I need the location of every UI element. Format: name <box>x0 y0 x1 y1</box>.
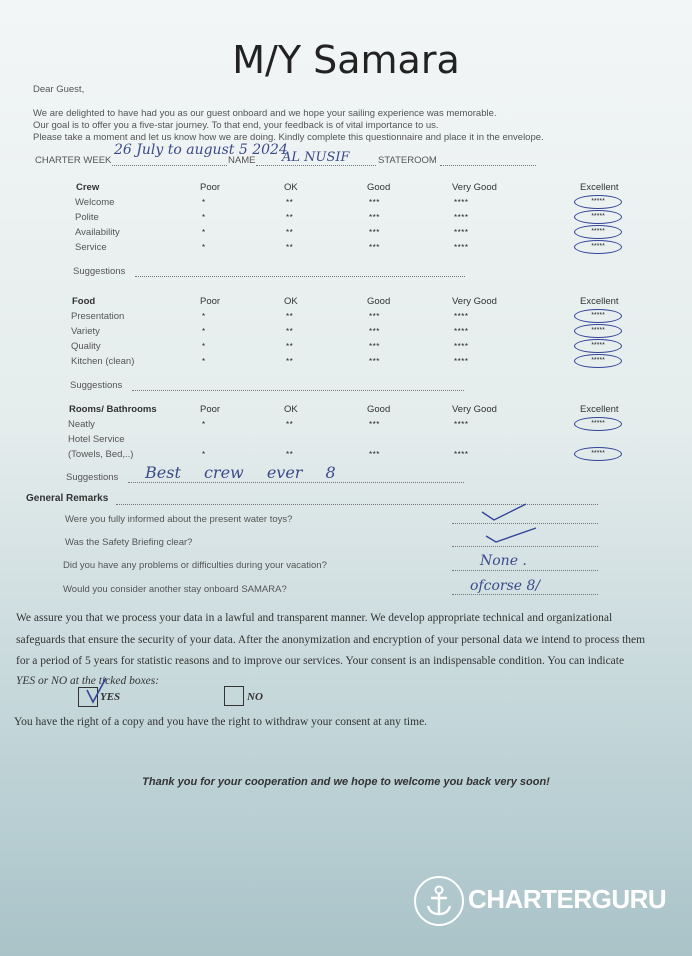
anchor-logo-icon <box>414 876 464 926</box>
food-suggestions-label: Suggestions <box>70 380 123 391</box>
rating-item-label: Neatly <box>68 419 95 430</box>
star-option[interactable]: **** <box>454 213 469 222</box>
excellent-circled[interactable]: ***** <box>574 447 622 461</box>
question-water-toys: Were you fully informed about the present water toys? <box>65 514 293 525</box>
rating-item-label: Service <box>75 242 107 253</box>
name-value[interactable]: AL NUSIF <box>282 150 350 165</box>
rating-header: OK <box>284 296 298 307</box>
star-option[interactable]: **** <box>454 342 469 351</box>
thanks-text: Thank you for your cooperation and we hope to welcome you back very soon! <box>142 776 550 788</box>
star-option[interactable]: ** <box>286 312 294 321</box>
charter-week-line <box>112 165 227 166</box>
rating-header: Poor <box>200 182 221 193</box>
star-option[interactable]: ** <box>286 357 294 366</box>
star-option[interactable]: *** <box>369 213 380 222</box>
privacy-line-3: for a period of 5 years for statistic reasons and to improve our services. Your consent is an indispensable condition. You can indicate <box>16 655 625 667</box>
rating-item-label: Hotel Service <box>68 434 125 445</box>
rating-item-label: Presentation <box>71 311 125 322</box>
rating-header: Good <box>367 404 391 415</box>
stateroom-label: STATEROOM <box>378 155 437 166</box>
excellent-circled[interactable]: ***** <box>574 240 622 254</box>
question-safety-briefing: Was the Safety Briefing clear? <box>65 537 193 548</box>
rating-item-label: Kitchen (clean) <box>71 356 135 367</box>
star-option[interactable]: *** <box>369 198 380 207</box>
question-another-stay: Would you consider another stay onboard SAMARA? <box>63 584 287 595</box>
star-option[interactable]: * <box>202 228 206 237</box>
rating-header: OK <box>284 404 298 415</box>
section-title: Food <box>72 296 96 307</box>
star-option[interactable]: *** <box>369 228 380 237</box>
charter-week-value[interactable]: 26 July to august 5 2024 <box>114 142 288 158</box>
star-option[interactable]: *** <box>369 312 380 321</box>
rating-header: Excellent <box>580 404 619 415</box>
star-option[interactable]: **** <box>454 357 469 366</box>
star-option[interactable]: ** <box>286 198 294 207</box>
rating-header: Excellent <box>580 296 619 307</box>
star-option[interactable]: **** <box>454 420 469 429</box>
rating-header: Poor <box>200 296 221 307</box>
privacy-line-1: We assure you that we process your data in a lawful and transparent manner. We develop appropriate technical and organizational <box>16 612 613 624</box>
star-option[interactable]: * <box>202 450 206 459</box>
star-option[interactable]: *** <box>369 327 380 336</box>
rating-header: Very Good <box>452 296 497 307</box>
rating-header: OK <box>284 182 298 193</box>
star-option[interactable]: **** <box>454 228 469 237</box>
star-option[interactable]: **** <box>454 243 469 252</box>
excellent-circled[interactable]: ***** <box>574 339 622 353</box>
charter-week-label: CHARTER WEEK <box>35 155 112 166</box>
star-option[interactable]: * <box>202 312 206 321</box>
rating-item-label: (Towels, Bed,..) <box>68 449 134 460</box>
excellent-circled[interactable]: ***** <box>574 354 622 368</box>
excellent-circled[interactable]: ***** <box>574 309 622 323</box>
yes-label: YES <box>100 691 121 703</box>
intro-line-2: Our goal is to offer you a five-star journey. To that end, your feedback is of vital importance to us. <box>33 120 439 131</box>
star-option[interactable]: **** <box>454 327 469 336</box>
rating-header: Good <box>367 296 391 307</box>
section-title: Rooms/ Bathrooms <box>69 404 157 415</box>
star-option[interactable]: *** <box>369 243 380 252</box>
star-option[interactable]: ** <box>286 243 294 252</box>
star-option[interactable]: **** <box>454 312 469 321</box>
stateroom-line <box>440 165 536 166</box>
privacy-line-2: safeguards that ensure the security of your data. After the anonymization and encryption of your personal data we intend to process them <box>16 634 646 646</box>
excellent-circled[interactable]: ***** <box>574 225 622 239</box>
section-title: Crew <box>76 182 100 193</box>
intro-line-1: We are delighted to have had you as our guest onboard and we hope your sailing experience was memorable. <box>33 108 497 119</box>
answer-line-4 <box>452 594 598 595</box>
rating-item-label: Availability <box>75 227 120 238</box>
rating-item-label: Quality <box>71 341 101 352</box>
star-option[interactable]: * <box>202 327 206 336</box>
copy-right-text: You have the right of a copy and you have the right to withdraw your consent at any time. <box>14 716 428 728</box>
star-option[interactable]: *** <box>369 342 380 351</box>
star-option[interactable]: *** <box>369 357 380 366</box>
rating-item-label: Variety <box>71 326 100 337</box>
star-option[interactable]: ** <box>286 342 294 351</box>
rooms-suggestions-label: Suggestions <box>66 472 119 483</box>
star-option[interactable]: * <box>202 243 206 252</box>
rooms-suggestion-value[interactable]: Best crew ever 8 <box>145 463 336 482</box>
star-option[interactable]: ** <box>286 450 294 459</box>
star-option[interactable]: ** <box>286 327 294 336</box>
answer-another-stay[interactable]: ofcorse 8/ <box>470 578 541 594</box>
rating-item-label: Welcome <box>75 197 115 208</box>
star-option[interactable]: * <box>202 420 206 429</box>
crew-suggestions-label: Suggestions <box>73 266 126 277</box>
page-title: M/Y Samara <box>232 38 460 82</box>
star-option[interactable]: ** <box>286 420 294 429</box>
star-option[interactable]: ** <box>286 213 294 222</box>
excellent-circled[interactable]: ***** <box>574 324 622 338</box>
star-option[interactable]: ** <box>286 228 294 237</box>
rating-header: Poor <box>200 404 221 415</box>
star-option[interactable]: *** <box>369 450 380 459</box>
answer-line-2 <box>452 546 598 547</box>
answer-line-3 <box>452 570 598 571</box>
name-label: NAME <box>228 155 256 166</box>
question-problems: Did you have any problems or difficulties during your vacation? <box>63 560 327 571</box>
intro-line-3: Please take a moment and let us know how we are doing. Kindly complete this questionnaire and place it in the envelope. <box>33 132 544 143</box>
rating-header: Excellent <box>580 182 619 193</box>
crew-suggestions-line[interactable] <box>135 276 465 277</box>
general-remarks-title: General Remarks <box>26 493 109 504</box>
rating-header: Very Good <box>452 182 497 193</box>
rating-item-label: Polite <box>75 212 99 223</box>
answer-problems[interactable]: None . <box>480 553 527 569</box>
greeting: Dear Guest, <box>33 84 85 95</box>
rating-header: Very Good <box>452 404 497 415</box>
star-option[interactable]: *** <box>369 420 380 429</box>
check-mark-1[interactable] <box>480 500 530 524</box>
excellent-circled[interactable]: ***** <box>574 417 622 431</box>
check-mark-2[interactable] <box>484 524 540 546</box>
star-option[interactable]: **** <box>454 450 469 459</box>
excellent-circled[interactable]: ***** <box>574 195 622 209</box>
privacy-line-4: YES or NO at the ticked boxes: <box>16 675 160 687</box>
food-suggestions-line[interactable] <box>132 390 464 391</box>
no-checkbox[interactable] <box>224 686 244 706</box>
logo-text: CHARTERGURU <box>468 884 667 914</box>
star-option[interactable]: * <box>202 342 206 351</box>
star-option[interactable]: * <box>202 213 206 222</box>
rating-header: Good <box>367 182 391 193</box>
excellent-circled[interactable]: ***** <box>574 210 622 224</box>
name-line <box>256 165 376 166</box>
rooms-suggestions-line <box>128 482 464 483</box>
star-option[interactable]: * <box>202 357 206 366</box>
no-label: NO <box>247 691 263 703</box>
star-option[interactable]: * <box>202 198 206 207</box>
star-option[interactable]: **** <box>454 198 469 207</box>
